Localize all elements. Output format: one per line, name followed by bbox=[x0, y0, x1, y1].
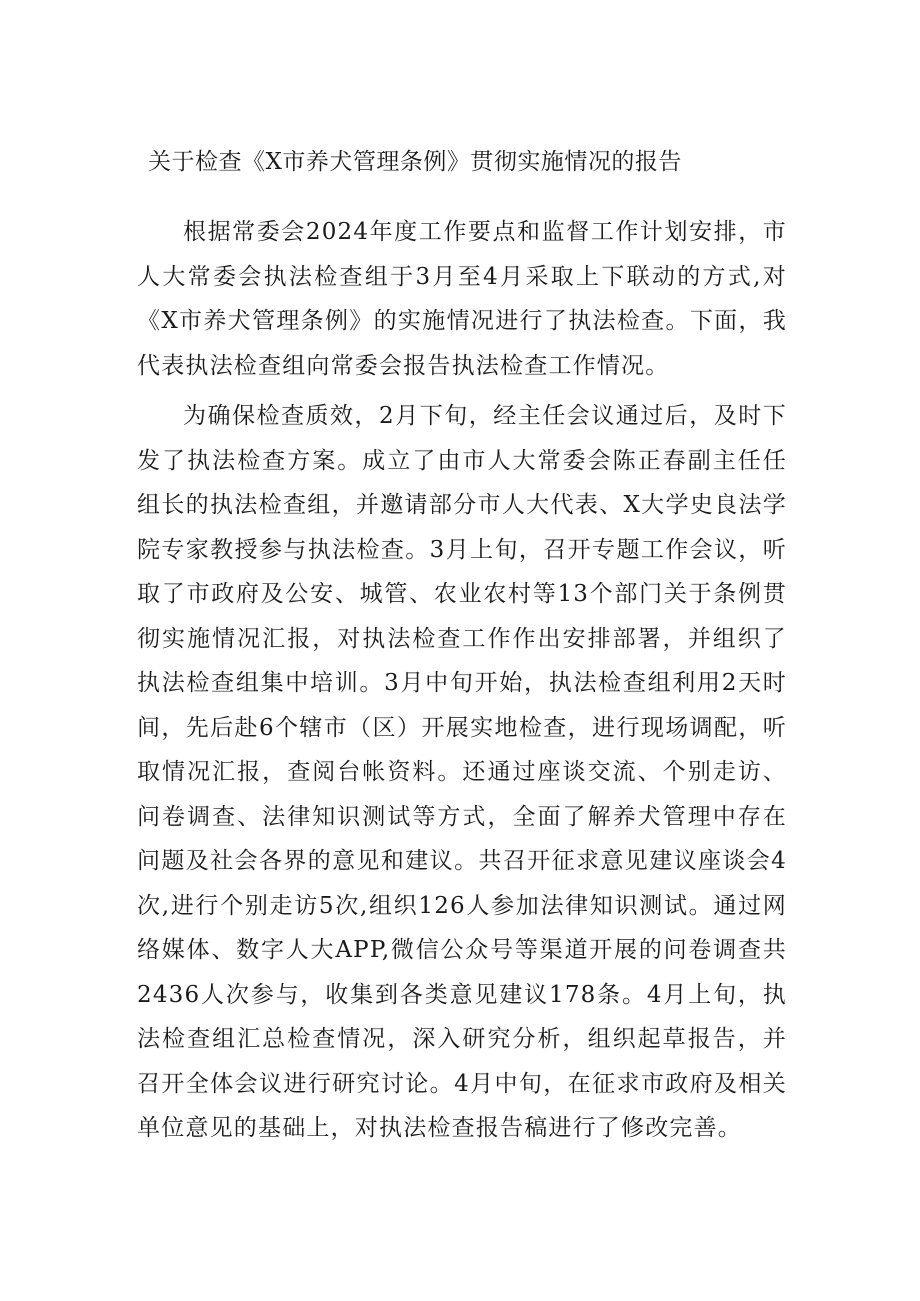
paragraph-inspection-process: 为确保检查质效，2月下旬，经主任会议通过后，及时下发了执法检查方案。成立了由市人大常委会陈正春副主任任组长的执法检查组，并邀请部分市人大代表、X大学史良法学院专家教授参与执法检查。3月上旬，召开专题工作会议，听取了市政府及公安、城管、农业农村等13个部门关于条例贯彻实施情况汇报，对执法检查工作作出安排部署，并组织了执法检查组集中培训。3月中旬开始，执法检查组利用2天时间，先后赴6个辖市（区）开展实地检查，进行现场调配，听取情况汇报，查阅台帐资料。还通过座谈交流、个别走访、问卷调查、法律知识测试等方式，全面了解养犬管理中存在问题及社会各界的意见和建议。共召开征求意见建议座谈会4次,进行个别走访5次,组织126人参加法律知识测试。通过网络媒体、数字人大APP,微信公众号等渠道开展的问卷调查共2436人次参与，收集到各类意见建议178条。4月上旬，执法检查组汇总检查情况，深入研究分析，组织起草报告，并召开全体会议进行研究讨论。4月中旬，在征求市政府及相关单位意见的基础上，对执法检查报告稿进行了修改完善。 bbox=[137, 403, 787, 1141]
document-body bbox=[137, 210, 787, 1157]
paragraph-intro: 根据常委会2024年度工作要点和监督工作计划安排，市人大常委会执法检查组于3月至4月采取上下联动的方式,对《X市养犬管理条例》的实施情况进行了执法检查。下面，我代表执法检查组向常委会报告执法检查工作情况。 bbox=[137, 219, 787, 379]
document-title: 关于检查《X市养犬管理条例》贯彻实施情况的报告 bbox=[148, 149, 682, 175]
